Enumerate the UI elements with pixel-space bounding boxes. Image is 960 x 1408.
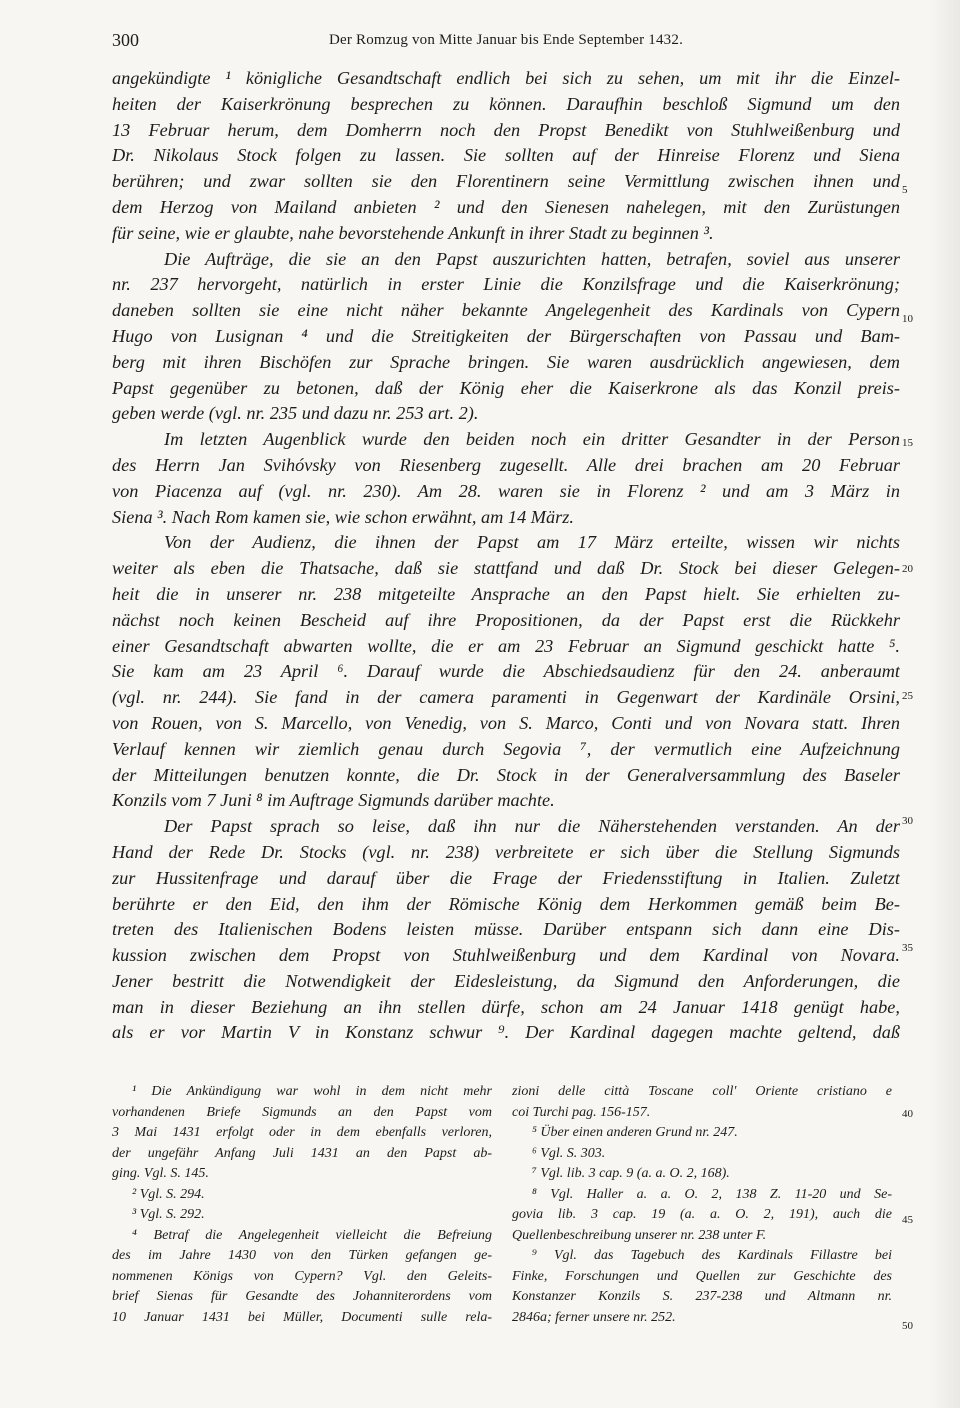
text-line: heit die in unserer nr. 238 mitgeteilte Ansprache an den Papst hielt. Sie erhielten zu- [112, 583, 900, 604]
line-number: 30 [902, 815, 913, 827]
footnote-line: ⁸ Vgl. Haller a. a. O. 2, 138 Z. 11-20 und Se- [532, 1186, 892, 1202]
footnote-line: ⁹ Vgl. das Tagebuch des Kardinals Fillastre bei [532, 1248, 892, 1263]
footnote-line: coi Turchi pag. 156-157. [512, 1104, 651, 1120]
text-line: treten des Italienischen Bodens leisten müsse. Darüber entspann sich dann eine Dis- [112, 919, 900, 940]
text-line: der Mitteilungen benutzen konnte, die Dr. Stock in der Generalversammlung des Baseler [112, 764, 900, 785]
text-line: zur Hussitenfrage und darauf über die Frage der Friedensstiftung in Italien. Zuletzt [112, 867, 900, 888]
text-line: Dr. Nikolaus Stock folgen zu lassen. Sie sollten auf der Hinreise Florenz und Siena [112, 145, 900, 166]
text-line: Jener bestritt die Notwendigkeit der Eidesleistung, da Sigmund den Anforderungen, die [112, 970, 900, 991]
main-text [112, 66, 900, 1046]
text-line: einer Gesandtschaft abwarten wollte, die er am 23 Februar an Sigmund geschickt hatte ⁵. [112, 635, 900, 656]
text-line: nächst noch keinen Bescheid auf ihre Propositionen, da der Papst erst die Rückkehr [112, 609, 900, 630]
text-line: 13 Februar herum, dem Domherrn noch den Propst Benedikt von Stuhlweißenburg und [112, 119, 900, 140]
footnote-line: des im Jahre 1430 von den Türken gefangen ge- [112, 1248, 492, 1263]
page-header [112, 30, 900, 54]
text-line: geben werde (vgl. nr. 235 und dazu nr. 253 art. 2). [112, 403, 479, 424]
text-line: berührte er den Eid, den ihm der Römische König dem Herkommen gemäß beim Be- [112, 893, 900, 914]
text-line: berühren; und zwar sollten sie den Florentinern seine Vermittlung zwischen ihnen und [112, 171, 900, 192]
footnotes-right-column [512, 1082, 892, 1328]
text-line: berg mit ihren Bischöfen zur Sprache bringen. Sie waren ausdrücklich angewiesen, dem [112, 351, 900, 372]
footnote-line: ² Vgl. S. 294. [132, 1186, 205, 1202]
text-line: Von der Audienz, die ihnen der Papst am 17 März erteilte, wissen wir nichts [164, 532, 900, 553]
text-line: als er vor Martin V in Konstanz schwur ⁹. Der Kardinal dagegen machte geltend, daß [112, 1022, 900, 1043]
text-line: heiten der Kaiserkrönung besprechen zu können. Daraufhin beschloß Sigmund um den [112, 93, 900, 114]
line-number: 45 [902, 1214, 913, 1226]
page-number: 300 [112, 30, 139, 50]
footnotes-left-column [112, 1082, 492, 1328]
text-line: Siena ³. Nach Rom kamen sie, wie schon erwähnt, am 14 März. [112, 506, 574, 527]
footnote-line: ging. Vgl. S. 145. [112, 1166, 209, 1181]
text-line: weiter als eben die Thatsache, daß sie stattfand und daß Dr. Stock bei dieser Gelegen- [112, 558, 900, 579]
text-line: Der Papst sprach so leise, daß ihn nur die Näherstehenden verstanden. An der [164, 816, 900, 837]
text-line: Hugo von Lusignan ⁴ und die Streitigkeiten der Bürgerschaften von Passau und Bam- [112, 325, 900, 346]
footnote-line: brief Sienas für Gesandte des Johanniterordens vom [112, 1289, 492, 1304]
footnote-line: vorhandenen Briefe Sigmunds an den Papst vom [112, 1104, 492, 1120]
text-line: von Piacenza auf (vgl. nr. 230). Am 28. waren sie in Florenz ² und am 3 März in [112, 480, 900, 501]
footnote-line: nommenen Königs von Cypern? Vgl. den Geleits- [112, 1268, 492, 1284]
footnote-line: ⁵ Über einen anderen Grund nr. 247. [532, 1125, 738, 1140]
footnote-line: govia lib. 3 cap. 19 (a. a. O. 2, 191), auch die [512, 1207, 892, 1222]
text-line: daneben sollten sie eine nicht näher bekannte Angelegenheit des Kardinals von Cypern [112, 300, 900, 321]
line-number: 5 [902, 184, 908, 196]
text-line: Papst gegenüber zu betonen, daß der König eher die Kaiserkrone als das Konzil preis- [112, 377, 900, 398]
text-line: nr. 237 hervorgeht, natürlich in erster Linie die Konzilsfrage und die Kaiserkrönung; [112, 274, 900, 295]
footnote-line: ³ Vgl. S. 292. [132, 1207, 205, 1222]
line-number: 40 [902, 1108, 913, 1120]
footnote-line: ⁷ Vgl. lib. 3 cap. 9 (a. a. O. 2, 168). [532, 1166, 730, 1181]
text-line: Die Aufträge, die sie an den Papst auszurichten hatten, betrafen, soviel aus unserer [164, 248, 900, 269]
text-line: für seine, wie er glaubte, nahe bevorstehende Ankunft in ihrer Stadt zu beginnen ³. [112, 222, 714, 243]
footnote-line: Konstanzer Konzils S. 237-238 und Altmann nr. [512, 1289, 892, 1304]
text-line: (vgl. nr. 244). Sie fand in der camera paramenti in Gegenwart der Kardinäle Orsini, [112, 687, 900, 708]
line-number: 10 [902, 313, 913, 325]
text-line: Verlauf kennen wir ziemlich genau durch Segovia ⁷, der vermutlich eine Aufzeichnung [112, 738, 900, 759]
text-line: angekündigte ¹ königliche Gesandtschaft endlich bei sich zu sehen, um mit ihr die Einzel- [112, 68, 900, 88]
footnote-line: 3 Mai 1431 erfolgt oder in dem ebenfalls verloren, [112, 1125, 492, 1140]
text-line: man in dieser Beziehung an ihn stellen dürfe, schon am 24 Januar 1418 genügt habe, [112, 996, 900, 1017]
text-line: kussion zwischen dem Propst von Stuhlweißenburg und dem Kardinal von Novara. [112, 945, 900, 966]
footnote-line: ⁴ Betraf die Angelegenheit vielleicht die Befreiung [132, 1227, 492, 1243]
text-line: Im letzten Augenblick wurde den beiden noch ein dritter Gesandter in der Person [164, 429, 900, 450]
line-number: 35 [902, 942, 913, 954]
line-number: 15 [902, 437, 913, 449]
line-number: 50 [902, 1320, 913, 1332]
footnote-line: der ungefähr Anfang Juli 1431 an den Papst ab- [112, 1145, 492, 1161]
running-title: Der Romzug von Mitte Januar bis Ende September 1432. [328, 32, 684, 48]
text-line: von Rouen, von S. Marcello, von Venedig, von S. Marco, Conti und von Novara statt. Ihren [112, 712, 900, 733]
page-edge-shadow [930, 0, 960, 1408]
text-line: Sie kam am 23 April ⁶. Darauf wurde die Abschiedsaudienz für den 24. anberaumt [112, 661, 900, 682]
footnote-line: Quellenbeschreibung unserer nr. 238 unter F. [512, 1227, 767, 1243]
footnote-line: 10 Januar 1431 bei Müller, Documenti sulle rela- [112, 1309, 492, 1325]
text-line: Konzils vom 7 Juni ⁸ im Auftrage Sigmunds darüber machte. [112, 790, 555, 811]
text-line: Hand der Rede Dr. Stocks (vgl. nr. 238) verbreitete er sich über die Stellung Sigmunds [112, 841, 900, 862]
footnote-line: Finke, Forschungen und Quellen zur Geschichte des [512, 1268, 892, 1284]
footnote-line: ⁶ Vgl. S. 303. [532, 1145, 606, 1161]
text-line: des Herrn Jan Svihóvsky von Riesenberg zugesellt. Alle drei brachen am 20 Februar [112, 454, 900, 475]
line-number: 20 [902, 563, 913, 575]
text-line: dem Herzog von Mailand anbieten ² und den Sienesen nahelegen, mit den Zurüstungen [112, 196, 900, 217]
line-number: 25 [902, 690, 913, 702]
footnote-line: 2846a; ferner unsere nr. 252. [512, 1309, 676, 1325]
footnote-line: zioni delle città Toscane coll' Oriente cristiano e [512, 1084, 892, 1099]
footnote-line: ¹ Die Ankündigung war wohl in dem nicht mehr [132, 1084, 492, 1099]
